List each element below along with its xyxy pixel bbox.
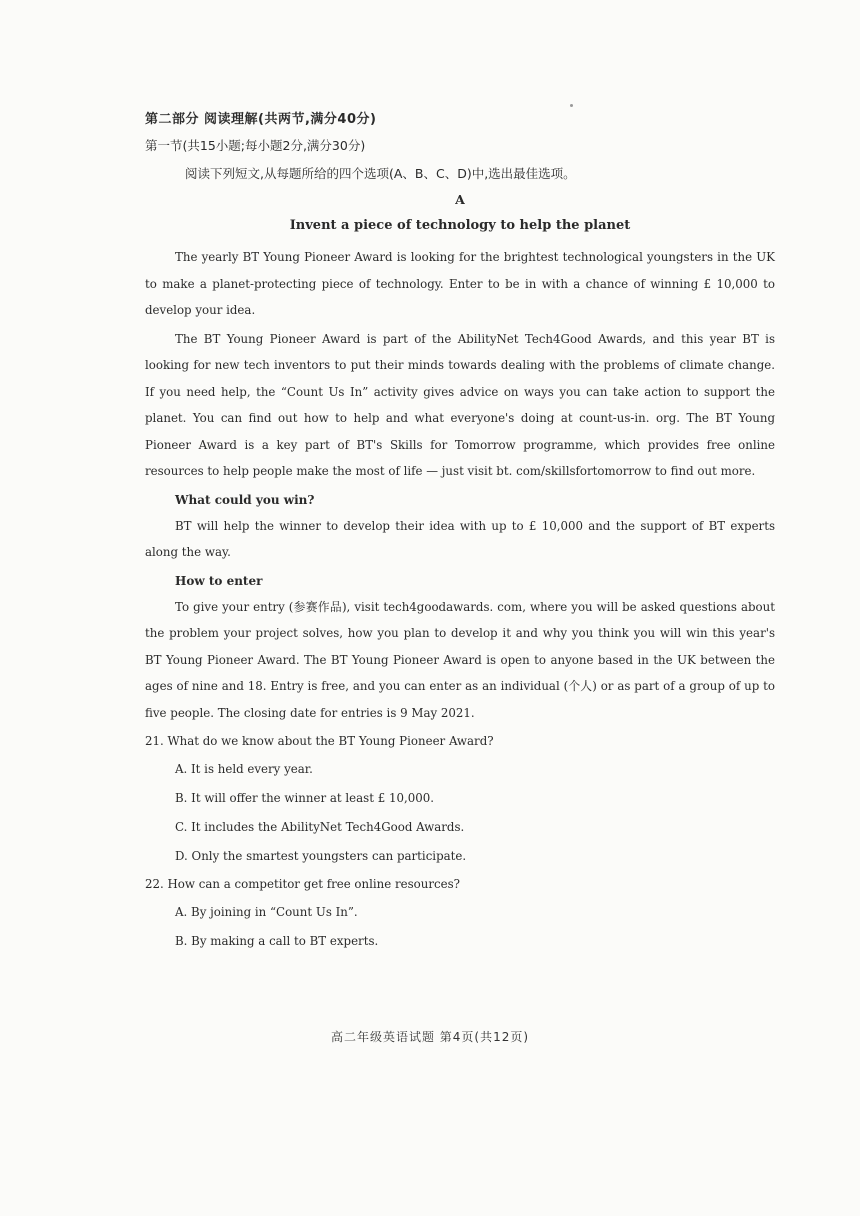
question-22-option-b: B. By making a call to BT experts. bbox=[175, 934, 379, 948]
question-21-option-c: C. It includes the AbilityNet Tech4Good Awards. bbox=[175, 820, 465, 834]
passage-title: Invent a piece of technology to help the planet bbox=[289, 218, 631, 233]
what-paragraph: BT will help the winner to develop their idea with up to £ 10,000 and the support of BT experts along the way. bbox=[145, 518, 775, 559]
section-subtitle: 第一节(共15小题;每小题2分,满分30分) bbox=[145, 138, 366, 153]
passage-paragraph-1: The yearly BT Young Pioneer Award is looking for the brightest technological youngsters in the UK to make a planet-protecting piece of technology. Enter to be in with a chance of winning £ 10,000 to develop your idea. bbox=[145, 250, 775, 317]
passage-letter: A bbox=[455, 192, 465, 207]
question-21-option-d: D. Only the smartest youngsters can participate. bbox=[175, 849, 467, 863]
section-title: 第二部分 阅读理解(共两节,满分40分) bbox=[145, 112, 377, 127]
question-21-stem: 21. What do we know about the BT Young Pioneer Award? bbox=[145, 734, 494, 748]
what-heading: What could you win? bbox=[175, 492, 315, 507]
section-instruction: 阅读下列短文,从每题所给的四个选项(A、B、C、D)中,选出最佳选项。 bbox=[185, 166, 576, 181]
paper-speck bbox=[570, 104, 573, 107]
question-21-option-b: B. It will offer the winner at least £ 10,000. bbox=[175, 791, 434, 805]
passage-paragraph-2: The BT Young Pioneer Award is part of the AbilityNet Tech4Good Awards, and this year BT is looking for new tech inventors to put their minds towards dealing with the problems of climate change. If you need help, the “Count Us In” activity gives advice on ways you can take action to support the planet. You can find out how to help and what everyone's doing at count-us-in. org. The BT Young Pioneer Award is a key part of BT's Skills for Tomorrow programme, which provides free online resources to help people make the most of life — just visit bt. com/skillsfortomorrow to find out more. bbox=[145, 331, 775, 478]
question-22-stem: 22. How can a competitor get free online resources? bbox=[145, 877, 460, 891]
exam-sheet bbox=[145, 110, 775, 956]
page-footer: 高二年级英语试题 第4页(共12页) bbox=[330, 1030, 530, 1044]
how-heading: How to enter bbox=[175, 573, 263, 588]
question-21-option-a: A. It is held every year. bbox=[175, 762, 313, 776]
how-paragraph: To give your entry (参赛作品), visit tech4goodawards. com, where you will be asked questions about the problem your project solves, how you plan to develop it and why you think you will win this year's BT Young Pioneer Award. The BT Young Pioneer Award is open to anyone based in the UK between the ages of nine and 18. Entry is free, and you can enter as an individual (个人) or as part of a group of up to five people. The closing date for entries is 9 May 2021. bbox=[145, 599, 775, 720]
question-22-option-a: A. By joining in “Count Us In”. bbox=[175, 905, 358, 919]
